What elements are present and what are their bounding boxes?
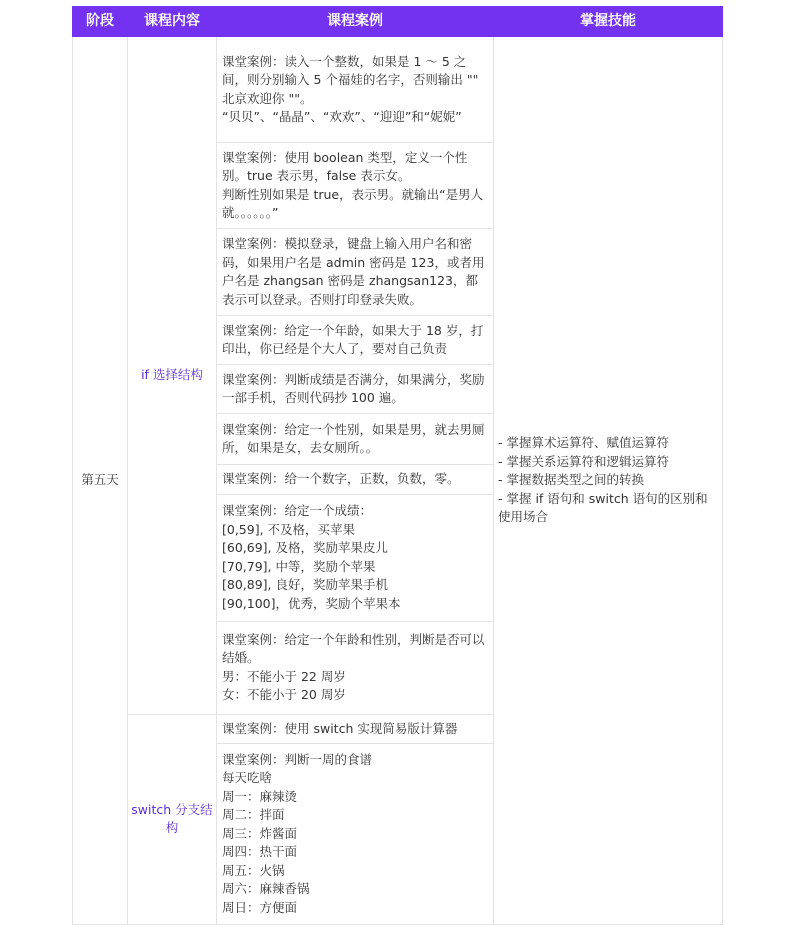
case-cell: 课堂案例：给定一个性别，如果是男，就去男厕所，如果是女，去女厕所。。 (217, 414, 494, 465)
skills-cell: - 掌握算术运算符、赋值运算符 - 掌握关系运算符和逻辑运算符 - 掌握数据类型之间的转换 - 掌握 if 语句和 switch 语句的区别和使用场合 (494, 37, 723, 925)
table-row (73, 37, 723, 143)
header-stage: 阶段 (73, 7, 128, 37)
case-cell: 课堂案例：读入一个整数，如果是 1 ～ 5 之间，则分别输入 5 个福娃的名字，否则输出 "" 北京欢迎你 ""。 “贝贝”、“晶晶”、“欢欢”、“迎迎”和“妮妮” (217, 37, 494, 143)
topic-if: if 选择结构 (128, 37, 217, 715)
header-cases: 课程案例 (217, 7, 494, 37)
topic-switch: switch 分支结构 (128, 714, 217, 925)
case-cell: 课堂案例：给定一个年龄，如果大于 18 岁，打印出，你已经是个大人了，要对自己负责 (217, 316, 494, 365)
case-cell: 课堂案例：给定一个年龄和性别，判断是否可以结婚。 男：不能小于 22 周岁 女：不能小于 20 周岁 (217, 621, 494, 714)
header-topic: 课程内容 (128, 7, 217, 37)
case-cell: 课堂案例：使用 switch 实现简易版计算器 (217, 714, 494, 744)
case-cell: 课堂案例：模拟登录，键盘上输入用户名和密码，如果用户名是 admin 密码是 123，或者用户名是 zhangsan 密码是 zhangsan123，都表示可以登录。否则打印登录失败。 (217, 229, 494, 316)
case-cell: 课堂案例：给定一个成绩： [0,59], 不及格，买苹果 [60,69], 及格，奖励苹果皮儿 [70,79], 中等，奖励个苹果 [80,89], 良好，奖励苹果手机 [90,100]，优秀，奖励个苹果本 (217, 494, 494, 621)
table-header-row (73, 7, 723, 37)
case-cell: 课堂案例：判断一周的食谱 每天吃啥 周一：麻辣烫 周二：拌面 周三：炸酱面 周四：热干面 周五：火锅 周六：麻辣香锅 周日：方便面 (217, 744, 494, 925)
case-cell: 课堂案例：给一个数字，正数，负数，零。 (217, 465, 494, 495)
curriculum-table (72, 6, 723, 925)
header-skills: 掌握技能 (494, 7, 723, 37)
case-cell: 课堂案例：判断成绩是否满分，如果满分，奖励一部手机，否则代码抄 100 遍。 (217, 365, 494, 414)
case-cell: 课堂案例：使用 boolean 类型，定义一个性别。true 表示男，false 表示女。 判断性别如果是 true，表示男。就输出“是男人就。。。。。。” (217, 143, 494, 229)
stage-cell: 第五天 (73, 37, 128, 925)
